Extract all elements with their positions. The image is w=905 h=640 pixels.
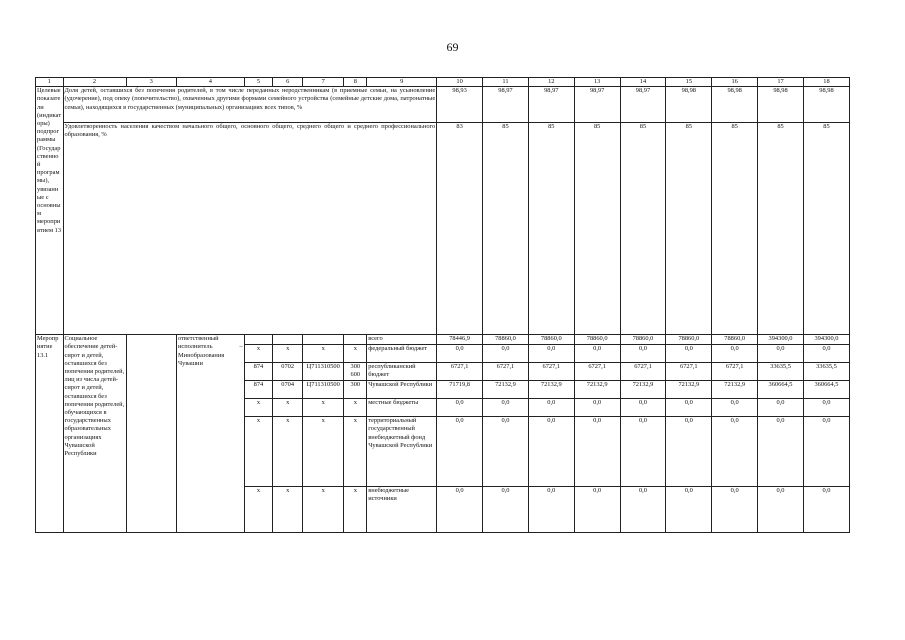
indicator-value: 98,98 <box>712 87 758 123</box>
funding-source: федеральный бюджет <box>367 345 437 363</box>
code-cell: x <box>244 487 273 533</box>
funding-value: 0,0 <box>620 399 666 417</box>
header-cell: 12 <box>528 78 574 87</box>
section-label: Целевые показатели (индикаторы) подпрограммы (Государственной программы), увязанные с основным мероприятием 13 <box>36 87 64 335</box>
header-cell: 5 <box>244 78 273 87</box>
funding-value: 360664,5 <box>758 381 804 399</box>
header-row <box>36 78 850 87</box>
funding-value: 0,0 <box>712 417 758 487</box>
indicator-value: 98,98 <box>803 87 849 123</box>
header-cell: 8 <box>344 78 367 87</box>
code-cell: 300 <box>344 381 367 399</box>
indicator-value: 85 <box>528 123 574 335</box>
indicator-row <box>36 123 850 335</box>
header-cell: 9 <box>367 78 437 87</box>
indicator-row <box>36 87 850 123</box>
code-cell: x <box>244 417 273 487</box>
program-table <box>35 77 850 533</box>
funding-source: всего <box>367 335 437 345</box>
funding-value: 0,0 <box>574 399 620 417</box>
code-cell: x <box>344 345 367 363</box>
funding-value: 0,0 <box>437 487 483 533</box>
funding-value: 0,0 <box>758 487 804 533</box>
funding-value: 72132,9 <box>483 381 529 399</box>
funding-value: 0,0 <box>803 417 849 487</box>
funding-value: 0,0 <box>437 345 483 363</box>
funding-value: 0,0 <box>758 399 804 417</box>
code-cell: 874 <box>244 363 273 381</box>
header-cell: 16 <box>712 78 758 87</box>
code-cell: x <box>273 399 303 417</box>
funding-value: 6727,1 <box>437 363 483 381</box>
funding-source: местные бюджеты <box>367 399 437 417</box>
measure-row <box>36 335 850 345</box>
funding-source: территориальный государственный внебюджетный фонд Чувашской Республики <box>367 417 437 487</box>
funding-value: 0,0 <box>528 345 574 363</box>
header-cell: 14 <box>620 78 666 87</box>
code-cell: x <box>244 345 273 363</box>
funding-value: 78446,9 <box>437 335 483 345</box>
funding-value: 0,0 <box>666 417 712 487</box>
indicator-value: 98,97 <box>483 87 529 123</box>
funding-value: 6727,1 <box>483 363 529 381</box>
funding-value: 394300,0 <box>803 335 849 345</box>
funding-value: 0,0 <box>620 487 666 533</box>
code-cell: 0704 <box>273 381 303 399</box>
funding-value: 78860,0 <box>712 335 758 345</box>
header-cell: 2 <box>63 78 126 87</box>
funding-value: 33635,5 <box>758 363 804 381</box>
funding-value: 394300,0 <box>758 335 804 345</box>
funding-value: 6727,1 <box>574 363 620 381</box>
funding-value: 0,0 <box>437 417 483 487</box>
funding-value: 0,0 <box>712 345 758 363</box>
funding-value: 71719,8 <box>437 381 483 399</box>
funding-value: 6727,1 <box>528 363 574 381</box>
funding-source: внебюджетные источники <box>367 487 437 533</box>
funding-value: 0,0 <box>620 345 666 363</box>
funding-value: 72132,9 <box>574 381 620 399</box>
header-cell: 17 <box>758 78 804 87</box>
funding-value: 72132,9 <box>666 381 712 399</box>
code-cell: x <box>344 399 367 417</box>
funding-value: 6727,1 <box>666 363 712 381</box>
indicator-value: 98,98 <box>666 87 712 123</box>
funding-value: 33635,5 <box>803 363 849 381</box>
funding-value: 6727,1 <box>620 363 666 381</box>
funding-value: 0,0 <box>483 417 529 487</box>
funding-value: 0,0 <box>574 487 620 533</box>
indicator-value: 85 <box>758 123 804 335</box>
code-cell: x <box>303 345 344 363</box>
indicator-value: 98,97 <box>620 87 666 123</box>
header-cell: 3 <box>126 78 176 87</box>
code-cell: Ц711310500 <box>303 363 344 381</box>
indicator-value: 98,93 <box>437 87 483 123</box>
code-cell: 300 600 <box>344 363 367 381</box>
indicator-value: 85 <box>483 123 529 335</box>
code-cell: x <box>273 417 303 487</box>
header-cell: 1 <box>36 78 64 87</box>
indicator-value: 85 <box>620 123 666 335</box>
measure-label: Мероприятие 13.1 <box>36 335 64 533</box>
code-cell: 0702 <box>273 363 303 381</box>
funding-value: 0,0 <box>483 399 529 417</box>
code-cell: x <box>303 417 344 487</box>
funding-value: 0,0 <box>528 417 574 487</box>
header-cell: 6 <box>273 78 303 87</box>
code-cell: x <box>344 487 367 533</box>
header-cell: 7 <box>303 78 344 87</box>
header-cell: 15 <box>666 78 712 87</box>
code-cell <box>273 335 303 345</box>
measure-executor: ответственный исполнитель – Минобразования Чувашии <box>176 335 244 533</box>
funding-value: 0,0 <box>528 487 574 533</box>
funding-value: 0,0 <box>712 487 758 533</box>
indicator-value: 85 <box>666 123 712 335</box>
code-cell: x <box>273 487 303 533</box>
funding-value: 72132,9 <box>712 381 758 399</box>
funding-value: 78860,0 <box>574 335 620 345</box>
measure-empty <box>126 335 176 533</box>
header-cell: 11 <box>483 78 529 87</box>
indicator-value: 98,97 <box>528 87 574 123</box>
code-cell <box>344 335 367 345</box>
funding-value: 0,0 <box>620 417 666 487</box>
indicator-text: Доля детей, оставшихся без попечения родителей, в том числе переданных неродственникам (в приемные семьи, на усыновление (удочерение), под опеку (попечительство), охваченных другими формами семейного устройства (семейные детские дома, патронатные семьи), находящихся в государственных (муниципальных) организациях всех типов, % <box>63 87 437 123</box>
header-cell: 10 <box>437 78 483 87</box>
funding-value: 0,0 <box>758 345 804 363</box>
header-cell: 4 <box>176 78 244 87</box>
funding-value: 0,0 <box>574 417 620 487</box>
code-cell <box>303 335 344 345</box>
indicator-value: 98,98 <box>758 87 804 123</box>
funding-value: 0,0 <box>666 487 712 533</box>
funding-value: 0,0 <box>483 345 529 363</box>
funding-source: республиканский бюджет <box>367 363 437 381</box>
funding-value: 78860,0 <box>528 335 574 345</box>
funding-value: 0,0 <box>803 399 849 417</box>
funding-value: 78860,0 <box>666 335 712 345</box>
indicator-value: 83 <box>437 123 483 335</box>
code-cell: x <box>303 399 344 417</box>
code-cell: x <box>273 345 303 363</box>
funding-source: Чувашской Республики <box>367 381 437 399</box>
funding-value: 0,0 <box>666 399 712 417</box>
indicator-value: 98,97 <box>574 87 620 123</box>
funding-value: 0,0 <box>712 399 758 417</box>
funding-value: 0,0 <box>803 345 849 363</box>
funding-value: 0,0 <box>437 399 483 417</box>
measure-name: Социальное обеспечение детей-сирот и детей, оставшихся без попечения родителей, лиц из числа детей-сирот и детей, оставшихся без попечения родителей, обучающихся в государственных образовательных организациях Чувашской Республики <box>63 335 126 533</box>
code-cell: x <box>303 487 344 533</box>
funding-value: 78860,0 <box>620 335 666 345</box>
code-cell: Ц711310500 <box>303 381 344 399</box>
funding-value: 360664,5 <box>803 381 849 399</box>
funding-value: 0,0 <box>803 487 849 533</box>
indicator-value: 85 <box>803 123 849 335</box>
code-cell <box>244 335 273 345</box>
funding-value: 78860,0 <box>483 335 529 345</box>
header-cell: 13 <box>574 78 620 87</box>
indicator-value: 85 <box>712 123 758 335</box>
funding-value: 72132,9 <box>528 381 574 399</box>
code-cell: x <box>344 417 367 487</box>
funding-value: 0,0 <box>666 345 712 363</box>
funding-value: 0,0 <box>528 399 574 417</box>
funding-value: 6727,1 <box>712 363 758 381</box>
funding-value: 0,0 <box>758 417 804 487</box>
code-cell: x <box>244 399 273 417</box>
page-number: 69 <box>446 40 459 54</box>
funding-value: 72132,9 <box>620 381 666 399</box>
funding-value: 0,0 <box>483 487 529 533</box>
header-cell: 18 <box>803 78 849 87</box>
indicator-text: Удовлетворенность населения качеством начального общего, основного общего, среднего общего и среднего профессионального образования, % <box>63 123 437 335</box>
code-cell: 874 <box>244 381 273 399</box>
funding-value: 0,0 <box>574 345 620 363</box>
indicator-value: 85 <box>574 123 620 335</box>
